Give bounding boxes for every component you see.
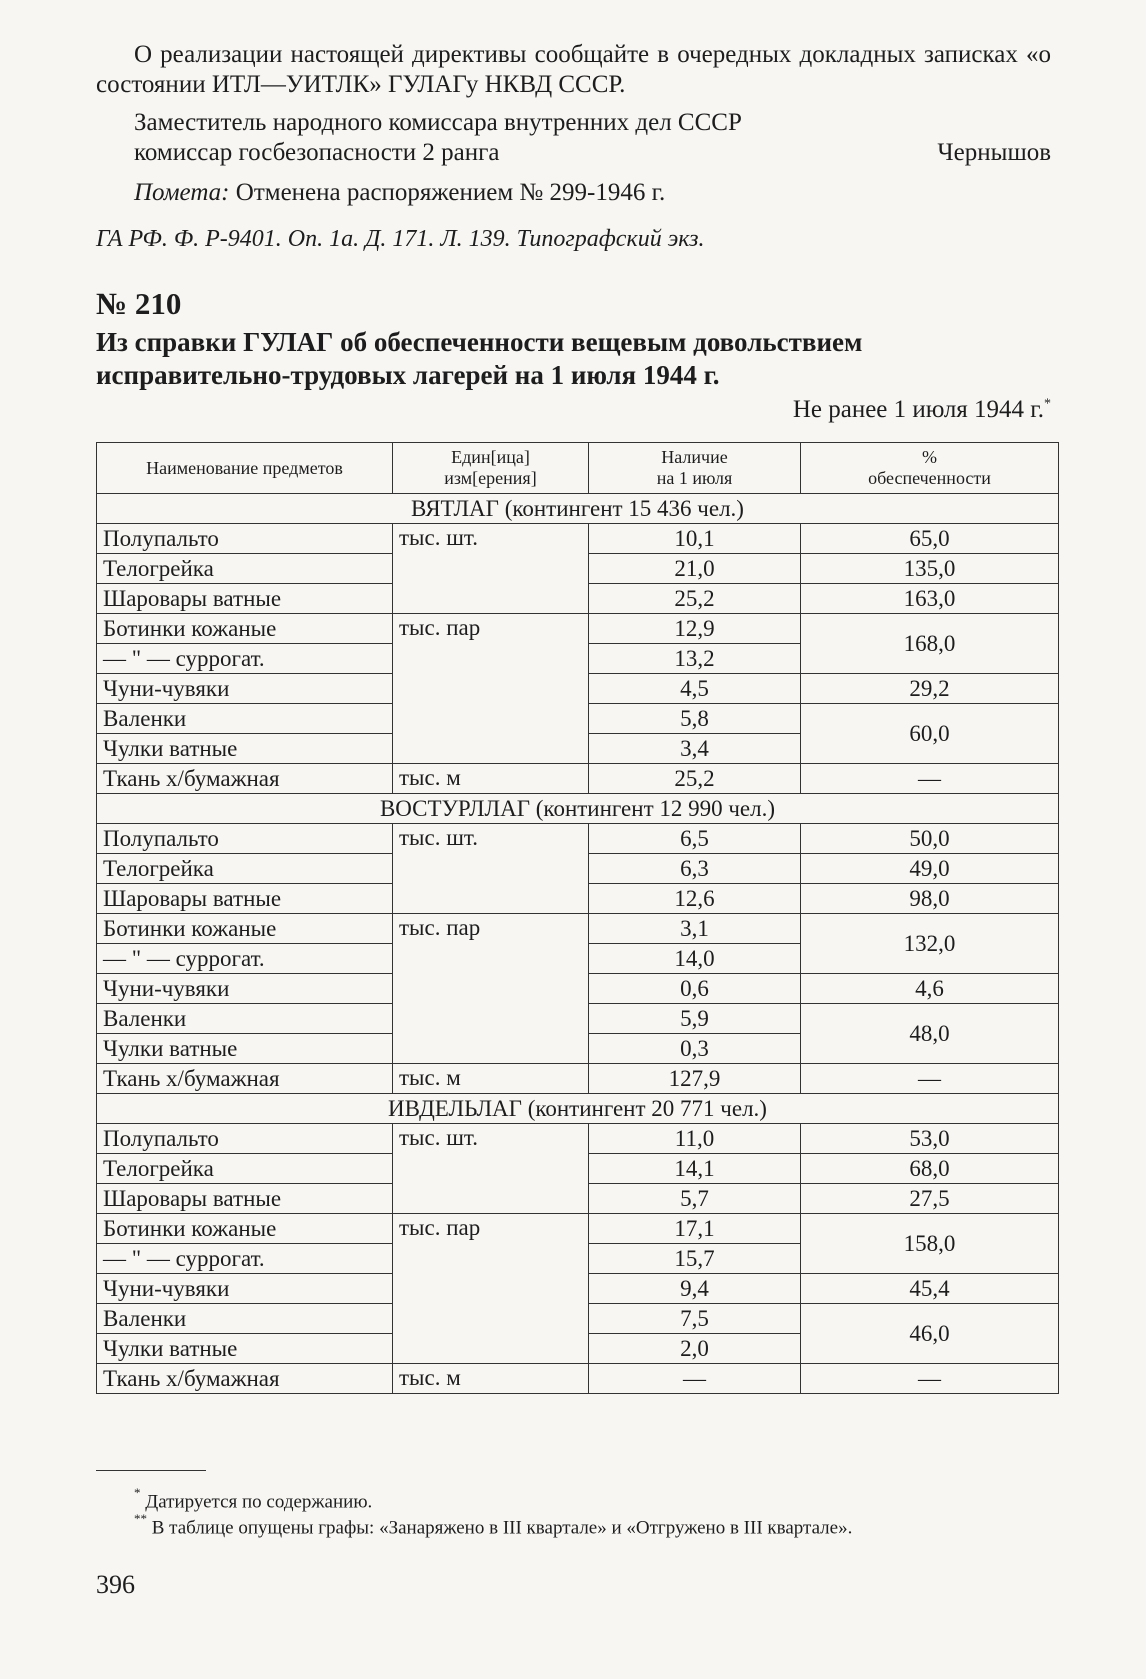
item-name: — " — суррогат. bbox=[97, 644, 393, 674]
item-name: Валенки bbox=[97, 1004, 393, 1034]
table-header-row bbox=[97, 443, 1059, 494]
signer-name: Чернышов bbox=[937, 139, 1051, 166]
item-percent: 158,0 bbox=[801, 1214, 1059, 1274]
header-unit: Един[ица] изм[ерения] bbox=[393, 443, 589, 494]
item-percent: 65,0 bbox=[801, 524, 1059, 554]
table-row bbox=[97, 914, 1059, 944]
item-percent: 27,5 bbox=[801, 1184, 1059, 1214]
item-name: Ботинки кожаные bbox=[97, 1214, 393, 1244]
note-label: Помета: bbox=[134, 179, 230, 206]
item-unit: тыс. м bbox=[393, 1364, 589, 1394]
cancellation-note bbox=[134, 178, 1089, 208]
item-percent: 50,0 bbox=[801, 824, 1059, 854]
item-unit: тыс. пар bbox=[393, 614, 589, 764]
item-available: 6,5 bbox=[589, 824, 801, 854]
footnote-1: * Датируется по содержанию. bbox=[134, 1485, 373, 1513]
table-row bbox=[97, 764, 1059, 794]
item-unit: тыс. шт. bbox=[393, 824, 589, 914]
closing-paragraph: О реализации настоящей директивы сообщайте в очередных докладных записках «о состоянии ИТЛ—УИТЛК» ГУЛАГу НКВД СССР. bbox=[96, 41, 1051, 98]
item-unit: тыс. м bbox=[393, 764, 589, 794]
header-name: Наименование предметов bbox=[97, 443, 393, 494]
item-name: Телогрейка bbox=[97, 1154, 393, 1184]
document-title bbox=[96, 326, 1051, 392]
item-percent: 48,0 bbox=[801, 1004, 1059, 1064]
item-available: 13,2 bbox=[589, 644, 801, 674]
item-available: 5,8 bbox=[589, 704, 801, 734]
footnote-divider bbox=[96, 1470, 206, 1471]
group-title: ВЯТЛАГ (контингент 15 436 чел.) bbox=[97, 494, 1059, 524]
item-available: 12,9 bbox=[589, 614, 801, 644]
item-available: 5,7 bbox=[589, 1184, 801, 1214]
item-percent: 53,0 bbox=[801, 1124, 1059, 1154]
item-percent: 29,2 bbox=[801, 674, 1059, 704]
item-available: 25,2 bbox=[589, 584, 801, 614]
item-available: 17,1 bbox=[589, 1214, 801, 1244]
item-name: Чуни-чувяки bbox=[97, 974, 393, 1004]
item-available: 12,6 bbox=[589, 884, 801, 914]
item-percent: 4,6 bbox=[801, 974, 1059, 1004]
table-row bbox=[97, 1364, 1059, 1394]
item-name: Чуни-чувяки bbox=[97, 1274, 393, 1304]
item-name: — " — суррогат. bbox=[97, 944, 393, 974]
table-row bbox=[97, 1064, 1059, 1094]
group-header-row bbox=[97, 1094, 1059, 1124]
item-name: Полупальто bbox=[97, 1124, 393, 1154]
item-name: Ткань х/бумажная bbox=[97, 1064, 393, 1094]
date-footnote-mark: * bbox=[1044, 396, 1051, 412]
item-available: 2,0 bbox=[589, 1334, 801, 1364]
signer-title-line1: Заместитель народного комиссара внутренних дел СССР bbox=[134, 109, 742, 136]
item-percent: 46,0 bbox=[801, 1304, 1059, 1364]
table-row bbox=[97, 824, 1059, 854]
item-name: Шаровары ватные bbox=[97, 1184, 393, 1214]
table-row bbox=[97, 614, 1059, 644]
item-available: 3,1 bbox=[589, 914, 801, 944]
item-percent: 60,0 bbox=[801, 704, 1059, 764]
item-available: 21,0 bbox=[589, 554, 801, 584]
item-percent: 98,0 bbox=[801, 884, 1059, 914]
item-name: Ткань х/бумажная bbox=[97, 1364, 393, 1394]
page-number: 396 bbox=[96, 1570, 135, 1599]
item-name: Ботинки кожаные bbox=[97, 914, 393, 944]
item-available: 5,9 bbox=[589, 1004, 801, 1034]
table-row bbox=[97, 1124, 1059, 1154]
title-line-1: Из справки ГУЛАГ об обеспеченности вещевым довольствием bbox=[96, 327, 863, 357]
group-title: ИВДЕЛЬЛАГ (контингент 20 771 чел.) bbox=[97, 1094, 1059, 1124]
item-percent: 163,0 bbox=[801, 584, 1059, 614]
item-percent: — bbox=[801, 1064, 1059, 1094]
signature-block bbox=[134, 108, 1051, 168]
item-percent: 68,0 bbox=[801, 1154, 1059, 1184]
header-percent: % обеспеченности bbox=[801, 443, 1059, 494]
group-header-row bbox=[97, 494, 1059, 524]
item-name: Шаровары ватные bbox=[97, 584, 393, 614]
item-percent: 132,0 bbox=[801, 914, 1059, 974]
item-name: Валенки bbox=[97, 1304, 393, 1334]
item-percent: 45,4 bbox=[801, 1274, 1059, 1304]
item-available: 0,3 bbox=[589, 1034, 801, 1064]
item-name: — " — суррогат. bbox=[97, 1244, 393, 1274]
item-available: 127,9 bbox=[589, 1064, 801, 1094]
archive-reference: ГА РФ. Ф. Р-9401. Оп. 1а. Д. 171. Л. 139. Типографский экз. bbox=[96, 226, 705, 252]
title-line-2: исправительно-трудовых лагерей на 1 июля 1944 г. bbox=[96, 360, 720, 390]
item-name: Шаровары ватные bbox=[97, 884, 393, 914]
group-title: ВОСТУРЛЛАГ (контингент 12 990 чел.) bbox=[97, 794, 1059, 824]
item-name: Чулки ватные bbox=[97, 1034, 393, 1064]
item-unit: тыс. шт. bbox=[393, 524, 589, 614]
item-unit: тыс. пар bbox=[393, 914, 589, 1064]
item-percent: — bbox=[801, 1364, 1059, 1394]
item-name: Валенки bbox=[97, 704, 393, 734]
item-name: Чулки ватные bbox=[97, 734, 393, 764]
item-name: Чулки ватные bbox=[97, 1334, 393, 1364]
item-unit: тыс. пар bbox=[393, 1214, 589, 1364]
item-name: Ботинки кожаные bbox=[97, 614, 393, 644]
group-header-row bbox=[97, 794, 1059, 824]
signer-title-line2: комиссар госбезопасности 2 ранга bbox=[134, 139, 500, 166]
item-available: 25,2 bbox=[589, 764, 801, 794]
item-available: 6,3 bbox=[589, 854, 801, 884]
item-available: 3,4 bbox=[589, 734, 801, 764]
item-name: Телогрейка bbox=[97, 554, 393, 584]
footnote-2: ** В таблице опущены графы: «Занаряжено в III квартале» и «Отгружено в III квартале». bbox=[134, 1511, 853, 1539]
item-unit: тыс. шт. bbox=[393, 1124, 589, 1214]
item-available: 4,5 bbox=[589, 674, 801, 704]
item-name: Телогрейка bbox=[97, 854, 393, 884]
item-percent: 49,0 bbox=[801, 854, 1059, 884]
document-date bbox=[793, 396, 1051, 424]
item-available: — bbox=[589, 1364, 801, 1394]
item-available: 7,5 bbox=[589, 1304, 801, 1334]
item-percent: 135,0 bbox=[801, 554, 1059, 584]
note-text: Отменена распоряжением № 299-1946 г. bbox=[229, 179, 666, 206]
table-row bbox=[97, 524, 1059, 554]
item-name: Полупальто bbox=[97, 824, 393, 854]
item-name: Ткань х/бумажная bbox=[97, 764, 393, 794]
item-available: 14,0 bbox=[589, 944, 801, 974]
item-available: 14,1 bbox=[589, 1154, 801, 1184]
supply-table bbox=[96, 442, 1059, 1394]
item-unit: тыс. м bbox=[393, 1064, 589, 1094]
date-text: Не ранее 1 июля 1944 г. bbox=[792, 396, 1044, 423]
table-row bbox=[97, 1214, 1059, 1244]
document-number: № 210 bbox=[96, 286, 182, 321]
header-available: Наличие на 1 июля bbox=[589, 443, 801, 494]
item-available: 15,7 bbox=[589, 1244, 801, 1274]
item-available: 10,1 bbox=[589, 524, 801, 554]
item-available: 9,4 bbox=[589, 1274, 801, 1304]
item-percent: — bbox=[801, 764, 1059, 794]
item-name: Чуни-чувяки bbox=[97, 674, 393, 704]
item-available: 0,6 bbox=[589, 974, 801, 1004]
item-percent: 168,0 bbox=[801, 614, 1059, 674]
item-name: Полупальто bbox=[97, 524, 393, 554]
item-available: 11,0 bbox=[589, 1124, 801, 1154]
